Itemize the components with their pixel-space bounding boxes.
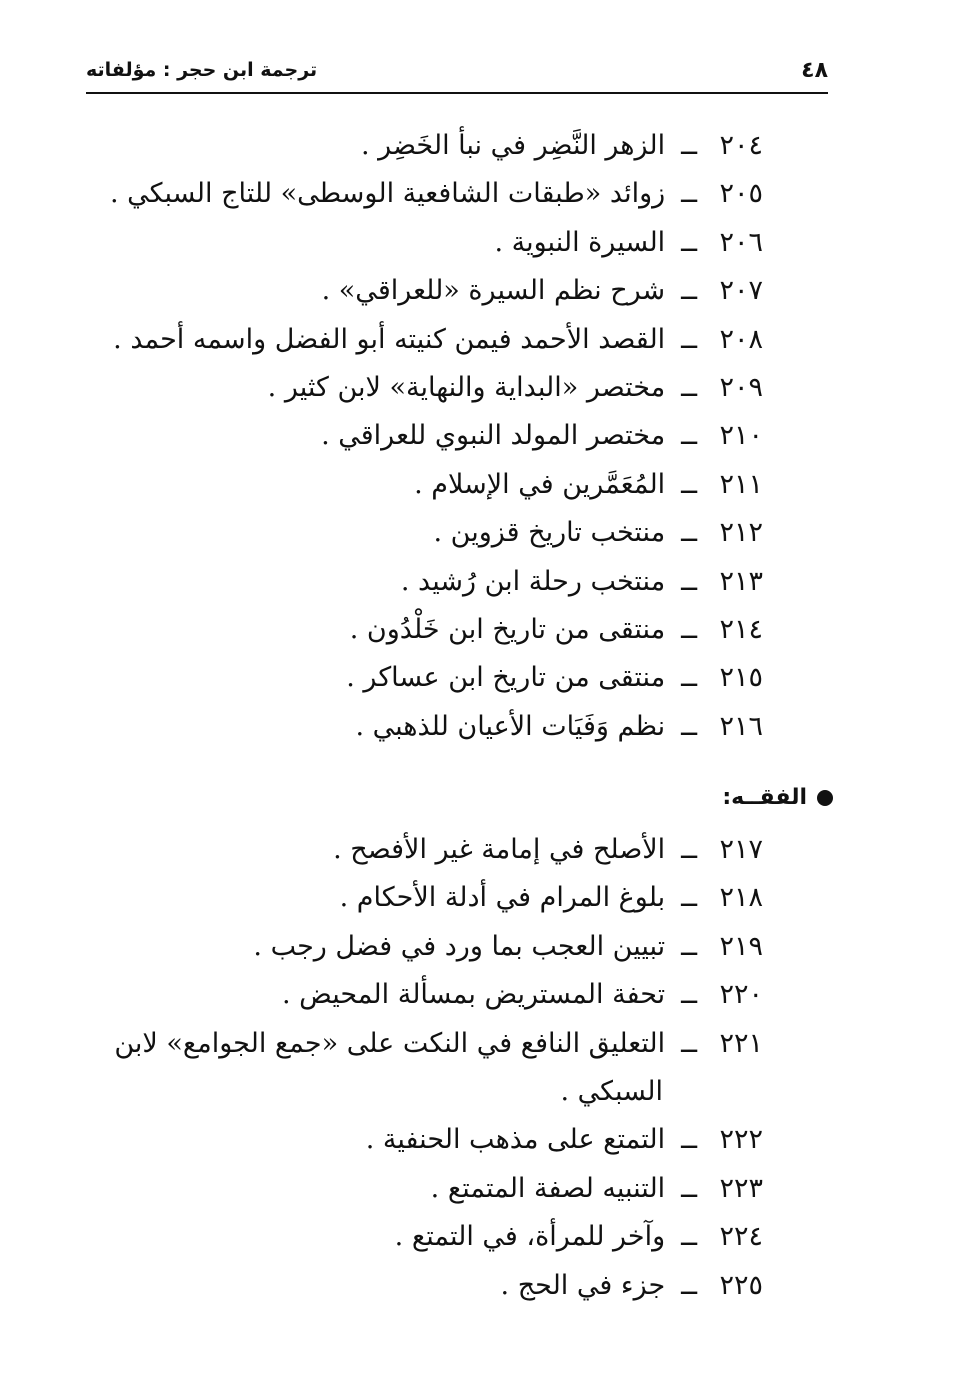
item-number: ٢٠٤ xyxy=(719,130,763,161)
item-dash: ــ xyxy=(681,275,697,307)
item-dash: ــ xyxy=(681,662,697,694)
works-list-fiqh xyxy=(70,826,763,1310)
item-title: التمتع على مذهب الحنفية . xyxy=(365,1124,666,1156)
item-title: منتقى من تاريخ ابن خَلْدُون . xyxy=(349,613,666,645)
item-title-continued: السبكي . xyxy=(560,1075,663,1107)
list-item xyxy=(70,826,763,874)
item-number: ٢٠٨ xyxy=(719,323,763,355)
list-item xyxy=(70,1213,763,1261)
list-item xyxy=(70,461,763,509)
item-dash: ــ xyxy=(681,371,697,403)
item-dash: ــ xyxy=(681,979,697,1011)
item-title: بلوغ المرام في أدلة الأحكام . xyxy=(339,882,666,914)
item-title: منتخب تاريخ قزوين . xyxy=(433,517,666,549)
page-header xyxy=(86,52,828,88)
item-title: وآخر للمرأة، في التمتع . xyxy=(394,1221,666,1253)
bullet-icon xyxy=(817,790,833,806)
item-number: ٢١٤ xyxy=(719,613,763,645)
list-item xyxy=(70,170,763,218)
list-item xyxy=(70,1165,763,1213)
item-number: ٢٠٦ xyxy=(719,226,763,258)
item-number: ٢٢٢ xyxy=(719,1124,763,1156)
item-dash: ــ xyxy=(681,565,697,597)
list-item xyxy=(70,267,763,315)
item-title: منتقى من تاريخ ابن عساكر . xyxy=(346,662,666,694)
list-item xyxy=(70,606,763,654)
item-number: ٢١٩ xyxy=(719,930,763,962)
item-dash: ــ xyxy=(681,468,697,500)
item-title: الأصلح في إمامة غير الأفصح . xyxy=(333,834,666,865)
item-dash: ــ xyxy=(681,882,697,914)
item-title: التنبيه لصفة المتمتع . xyxy=(430,1172,666,1204)
list-item xyxy=(70,364,763,412)
item-dash: ــ xyxy=(681,178,697,210)
item-number: ٢١٠ xyxy=(719,420,763,452)
item-title: الزهر النَّضِر في نبأ الخَضِر . xyxy=(360,130,666,161)
item-number: ٢١٢ xyxy=(719,517,763,549)
item-number: ٢٢٤ xyxy=(719,1221,763,1253)
list-item xyxy=(70,703,763,751)
list-item xyxy=(70,316,763,364)
list-item xyxy=(70,1262,763,1310)
item-dash: ــ xyxy=(681,834,697,865)
section-heading-label: الفقــه: xyxy=(722,785,807,810)
item-number: ٢١٨ xyxy=(719,882,763,914)
item-dash: ــ xyxy=(681,613,697,645)
item-title: شرح نظم السيرة «للعراقي» . xyxy=(321,275,666,307)
item-dash: ــ xyxy=(681,517,697,549)
list-item xyxy=(70,654,763,702)
item-number: ٢٠٥ xyxy=(719,178,763,210)
item-title: تبيين العجب بما ورد في فضل رجب . xyxy=(253,930,666,962)
list-item xyxy=(70,122,763,170)
running-title: ترجمة ابن حجر : مؤلفاته xyxy=(86,59,318,81)
item-title: المُعَمَّرين في الإسلام . xyxy=(414,468,666,500)
item-number: ٢١٥ xyxy=(719,662,763,694)
item-number: ٢١٣ xyxy=(719,565,763,597)
item-dash: ــ xyxy=(681,1124,697,1156)
header-divider xyxy=(86,92,828,94)
item-title: القصد الأحمد فيمن كنيته أبو الفضل واسمه أحمد . xyxy=(113,323,666,355)
list-item xyxy=(70,219,763,267)
list-item xyxy=(70,509,763,557)
item-number: ٢١١ xyxy=(719,468,763,500)
list-item xyxy=(70,558,763,606)
list-item xyxy=(70,874,763,922)
item-title: السيرة النبوية . xyxy=(494,226,666,258)
list-item xyxy=(70,1116,763,1164)
item-title: جزء في الحج . xyxy=(500,1269,666,1301)
item-title: تحفة المستريض بمسألة المحيض . xyxy=(281,979,666,1011)
item-title: نظم وَفَيَات الأعيان للذهبي . xyxy=(355,710,666,742)
item-number: ٢٠٩ xyxy=(719,371,763,403)
item-dash: ــ xyxy=(681,130,697,161)
item-title: مختصر «البداية والنهاية» لابن كثير . xyxy=(267,371,666,403)
item-dash: ــ xyxy=(681,710,697,742)
item-dash: ــ xyxy=(681,1221,697,1253)
item-title: زوائد «طبقات الشافعية الوسطى» للتاج السبكي . xyxy=(109,178,666,210)
item-title: التعليق النافع في النكت على «جمع الجوامع» لابن xyxy=(114,1027,666,1059)
page-number: ٤٨ xyxy=(801,57,828,83)
section-heading-fiqh xyxy=(722,785,833,810)
item-number: ٢٢١ xyxy=(719,1027,763,1059)
item-number: ٢٢٣ xyxy=(719,1172,763,1204)
item-number: ٢٢٥ xyxy=(719,1269,763,1301)
item-continuation-line xyxy=(70,1068,763,1116)
item-number: ٢٢٠ xyxy=(719,979,763,1011)
works-list-biography xyxy=(70,122,763,751)
item-first-line xyxy=(70,1020,763,1068)
item-dash: ــ xyxy=(681,1172,697,1204)
item-dash: ــ xyxy=(681,420,697,452)
item-number: ٢٠٧ xyxy=(719,275,763,307)
item-dash: ــ xyxy=(681,1027,697,1059)
item-title: منتخب رحلة ابن رُشيد . xyxy=(400,565,666,597)
item-number: ٢١٦ xyxy=(719,710,763,742)
list-item xyxy=(70,923,763,971)
list-item xyxy=(70,412,763,460)
list-item xyxy=(70,971,763,1019)
item-number: ٢١٧ xyxy=(719,834,763,865)
item-title: مختصر المولد النبوي للعراقي . xyxy=(321,420,666,452)
item-dash: ــ xyxy=(681,1269,697,1301)
item-dash: ــ xyxy=(681,226,697,258)
item-dash: ــ xyxy=(681,323,697,355)
item-dash: ــ xyxy=(681,930,697,962)
list-item xyxy=(70,1020,763,1117)
